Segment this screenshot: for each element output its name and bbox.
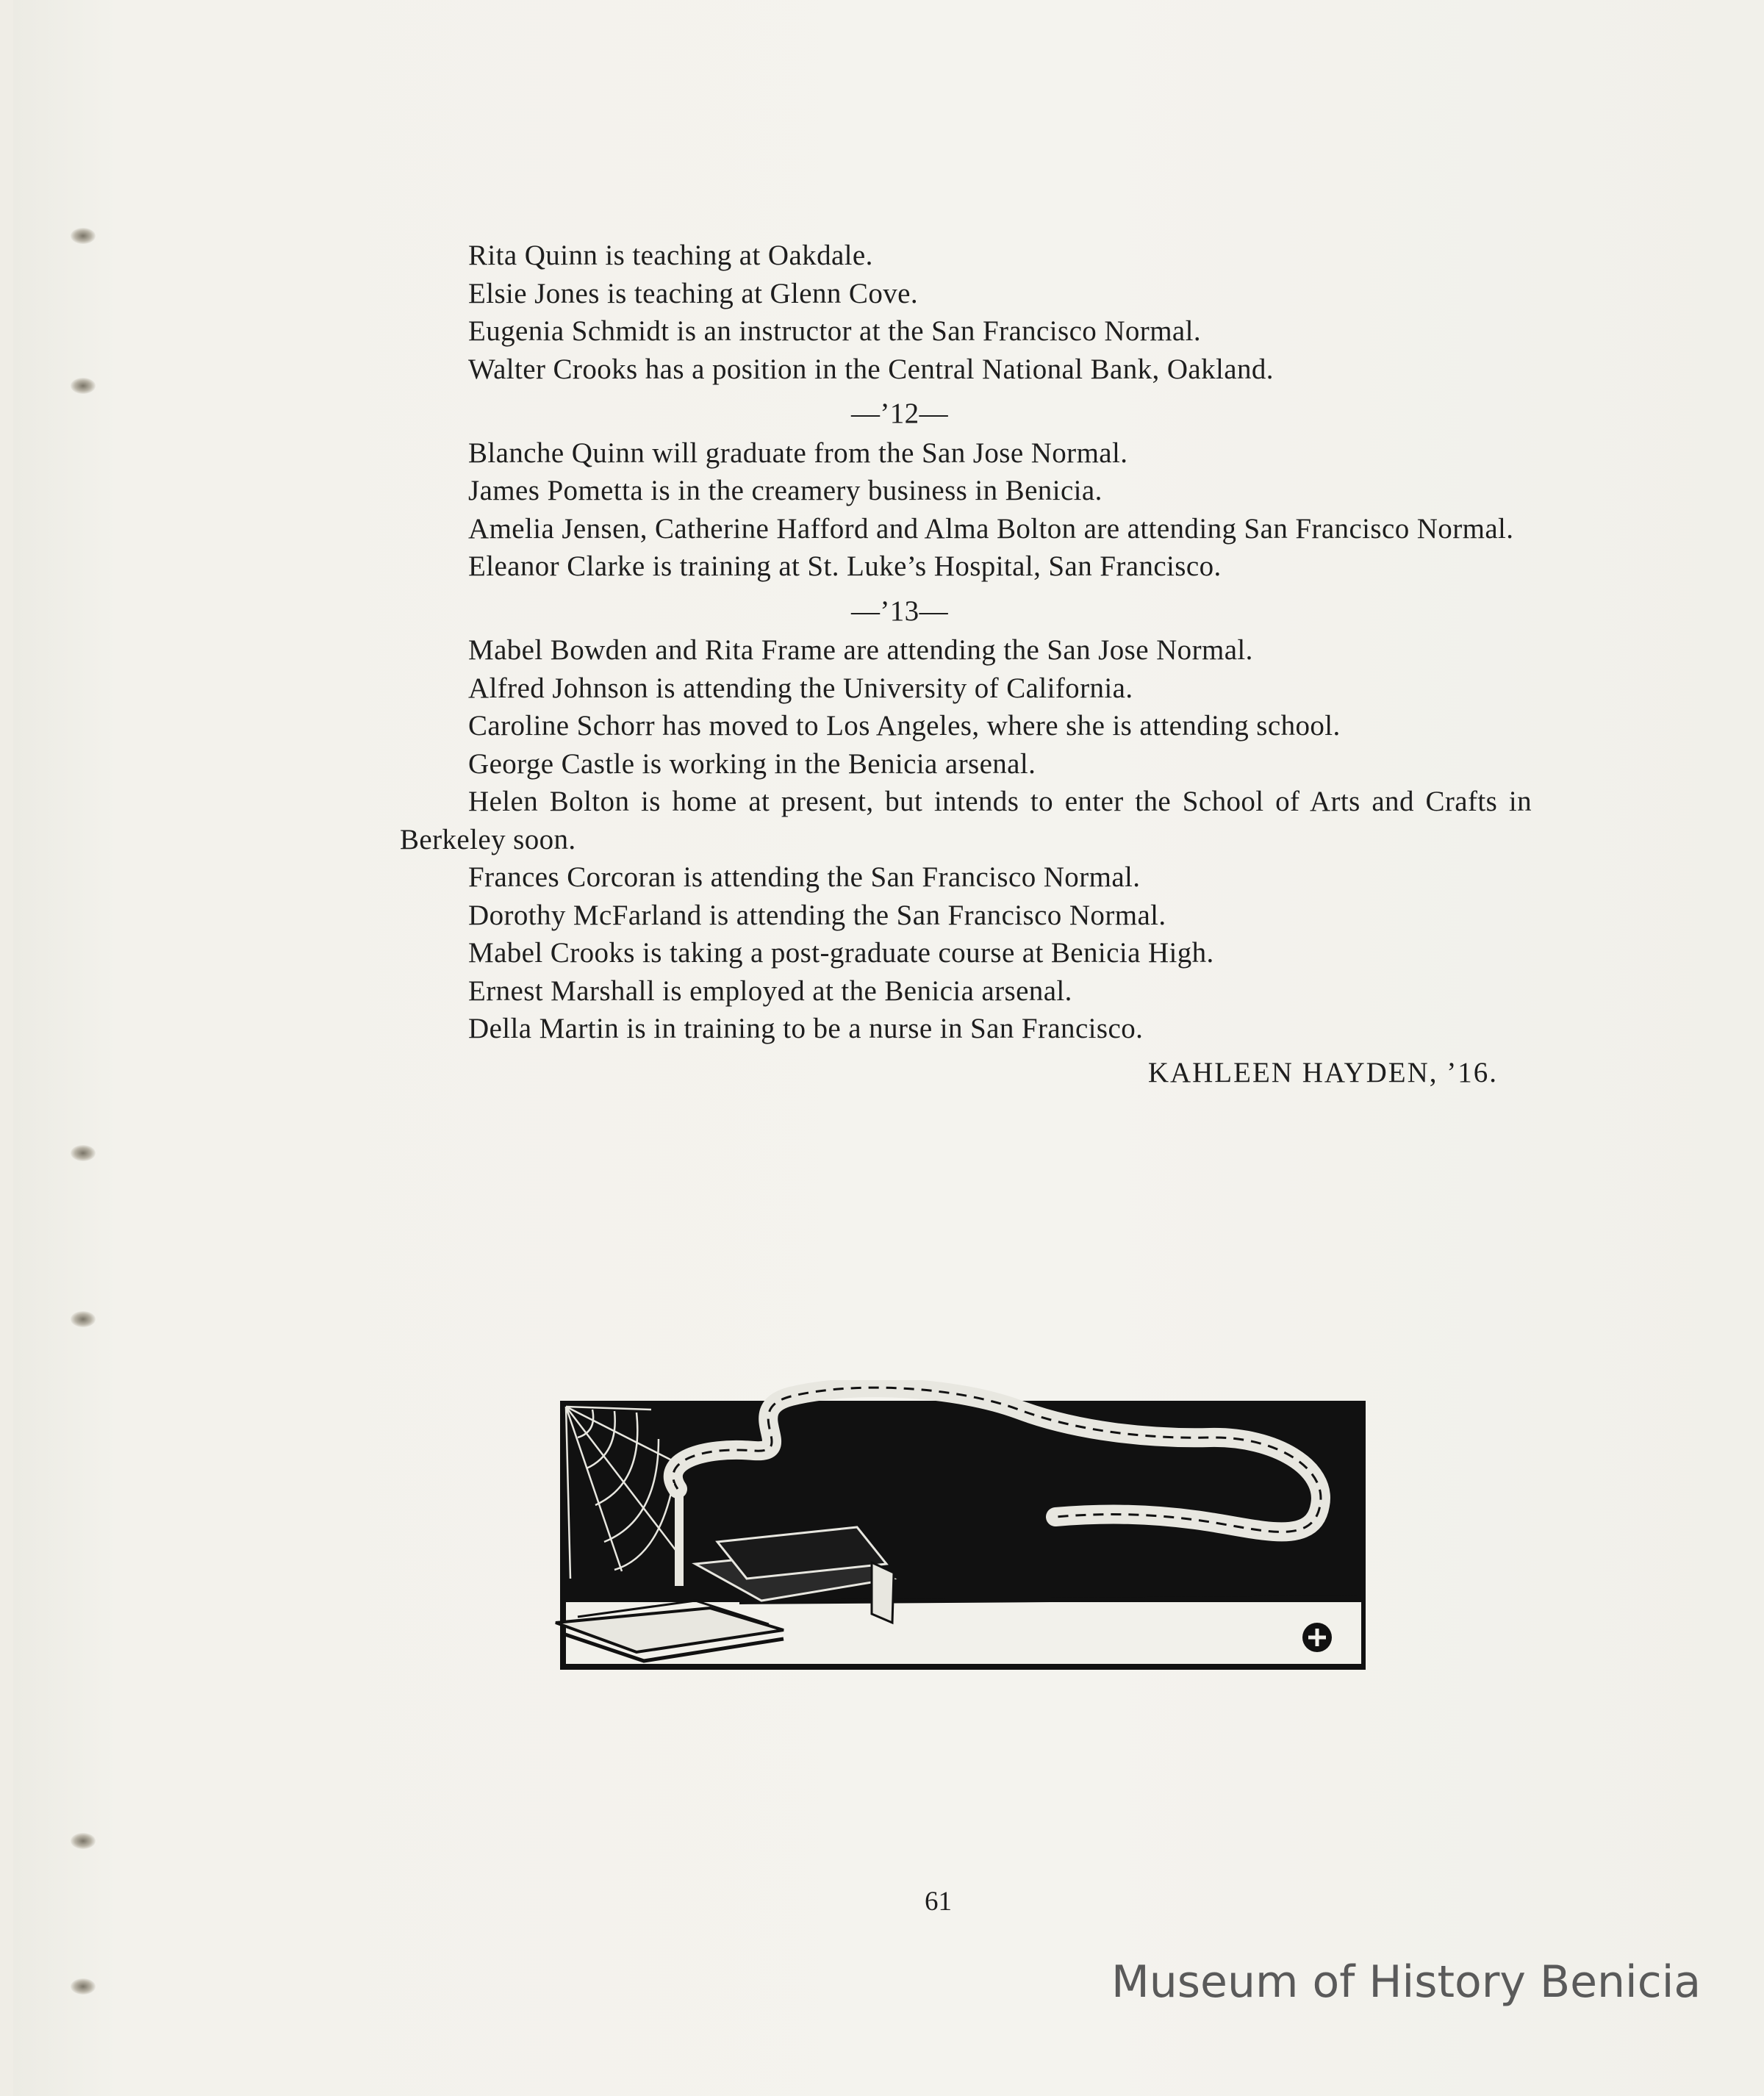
alumni-notes: [400, 237, 1532, 1091]
class-year-heading: —’12—: [851, 398, 948, 429]
alumni-note: Frances Corcoran is attending the San Francisco Normal.: [468, 861, 1141, 893]
alumni-note: Dorothy McFarland is attending the San Francisco Normal.: [468, 899, 1166, 931]
binding-hole: [71, 1145, 96, 1161]
author-signature: KAHLEEN HAYDEN, ’16.: [1147, 1056, 1498, 1088]
alumni-note: James Pometta is in the creamery business in Benicia.: [468, 475, 1102, 506]
alumni-note: Eugenia Schmidt is an instructor at the San Francisco Normal.: [468, 315, 1202, 347]
alumni-note: Rita Quinn is teaching at Oakdale.: [468, 240, 873, 271]
alumni-note: George Castle is working in the Benicia arsenal.: [468, 747, 1036, 780]
binding-hole: [71, 228, 96, 244]
alumni-note: Della Martin is in training to be a nurse in San Francisco.: [468, 1013, 1144, 1044]
binding-hole: [71, 378, 96, 394]
watermark-text: Museum of History Benicia: [1111, 1956, 1702, 2008]
alumni-note: Caroline Schorr has moved to Los Angeles, where she is attending school.: [468, 710, 1341, 742]
alumni-note: Amelia Jensen, Catherine Hafford and Alma Bolton are attending San Francisco Normal.: [468, 512, 1514, 545]
alumni-note: Eleanor Clarke is training at St. Luke’s Hospital, San Francisco.: [468, 550, 1222, 582]
alumni-note: Alfred Johnson is attending the University of California.: [468, 672, 1133, 704]
class-year-heading: —’13—: [851, 595, 948, 627]
binding-hole: [71, 1311, 96, 1327]
binding-hole: [71, 1833, 96, 1849]
alumni-note: Mabel Crooks is taking a post-graduate course at Benicia High.: [468, 937, 1214, 969]
alumni-note: Walter Crooks has a position in the Central National Bank, Oakland.: [468, 353, 1274, 385]
alumni-note: Blanche Quinn will graduate from the San Jose Normal.: [468, 437, 1128, 469]
binding-hole: [71, 1978, 96, 1995]
book-candle-cobweb-icon: [548, 1380, 1366, 1676]
document-page: [13, 0, 1764, 2096]
alumni-note: Helen Bolton is home at present, but intends to enter the School of Arts and Crafts in Berkeley soon.: [400, 786, 1532, 855]
alumni-note: Mabel Bowden and Rita Frame are attending the San Jose Normal.: [468, 634, 1253, 666]
alumni-note: Ernest Marshall is employed at the Benicia arsenal.: [468, 975, 1072, 1007]
page-number: 61: [925, 1887, 952, 1917]
alumni-note: Elsie Jones is teaching at Glenn Cove.: [468, 277, 918, 309]
